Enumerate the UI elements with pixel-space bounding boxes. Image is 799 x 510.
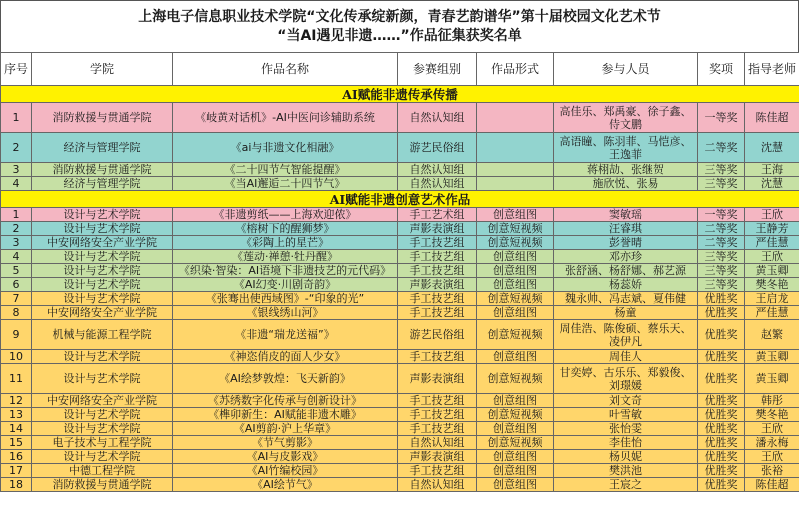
cell-form: 创意组图 — [477, 450, 554, 464]
table-row — [1, 177, 799, 191]
cell-work: 《苏绣数字化传承与创新设计》 — [173, 394, 398, 408]
table-row — [1, 464, 799, 478]
cell-college: 设计与艺术学院 — [32, 408, 173, 422]
cell-form: 创意短视频 — [477, 364, 554, 394]
cell-group: 自然认知组 — [398, 436, 477, 450]
cell-award: 二等奖 — [698, 236, 745, 250]
cell-college: 中安网络安全产业学院 — [32, 394, 173, 408]
cell-no: 3 — [1, 163, 32, 177]
cell-no: 15 — [1, 436, 32, 450]
cell-members: 蒋栩劼、张继贺 — [554, 163, 698, 177]
cell-teacher: 黄玉卿 — [745, 350, 799, 364]
cell-college: 设计与艺术学院 — [32, 250, 173, 264]
cell-teacher: 严佳慧 — [745, 236, 799, 250]
cell-work: 《AI剪韵·沪上华章》 — [173, 422, 398, 436]
cell-no: 6 — [1, 278, 32, 292]
cell-no: 14 — [1, 422, 32, 436]
table-row — [1, 278, 799, 292]
table-row — [1, 222, 799, 236]
cell-teacher: 黄玉卿 — [745, 364, 799, 394]
cell-group: 手工技艺组 — [398, 350, 477, 364]
cell-award: 二等奖 — [698, 222, 745, 236]
cell-college: 设计与艺术学院 — [32, 278, 173, 292]
cell-group: 手工技艺组 — [398, 264, 477, 278]
cell-group: 游艺民俗组 — [398, 133, 477, 163]
table-row — [1, 306, 799, 320]
cell-group: 手工技艺组 — [398, 306, 477, 320]
header-group: 参赛组别 — [398, 53, 477, 86]
table-row — [1, 320, 799, 350]
cell-members: 邓亦珍 — [554, 250, 698, 264]
cell-form: 创意短视频 — [477, 408, 554, 422]
cell-college: 设计与艺术学院 — [32, 450, 173, 464]
cell-work: 《节气剪影》 — [173, 436, 398, 450]
header-members: 参与人员 — [554, 53, 698, 86]
cell-members: 叶雪敏 — [554, 408, 698, 422]
cell-teacher: 王欣 — [745, 208, 799, 222]
header-no: 序号 — [1, 53, 32, 86]
cell-college: 设计与艺术学院 — [32, 364, 173, 394]
cell-no: 4 — [1, 177, 32, 191]
cell-teacher: 王欣 — [745, 250, 799, 264]
header-teacher: 指导老师 — [745, 53, 799, 86]
cell-college: 消防救援与贯通学院 — [32, 163, 173, 177]
cell-college: 机械与能源工程学院 — [32, 320, 173, 350]
cell-teacher: 赵繁 — [745, 320, 799, 350]
cell-award: 优胜奖 — [698, 408, 745, 422]
table-row — [1, 408, 799, 422]
cell-members: 杨贝妮 — [554, 450, 698, 464]
cell-award: 三等奖 — [698, 163, 745, 177]
cell-form: 创意短视频 — [477, 292, 554, 306]
cell-group: 手工艺术组 — [398, 208, 477, 222]
cell-members: 高语瞳、陈羽菲、马恺彦、王逸菲 — [554, 133, 698, 163]
cell-award: 一等奖 — [698, 103, 745, 133]
cell-members: 张怡雯 — [554, 422, 698, 436]
header-award: 奖项 — [698, 53, 745, 86]
cell-members: 施欣悦、张易 — [554, 177, 698, 191]
table-row — [1, 436, 799, 450]
cell-form: 创意短视频 — [477, 222, 554, 236]
cell-form — [477, 103, 554, 133]
table-row — [1, 422, 799, 436]
cell-college: 设计与艺术学院 — [32, 422, 173, 436]
cell-form: 创意组图 — [477, 350, 554, 364]
table-row — [1, 236, 799, 250]
cell-teacher: 樊冬艳 — [745, 408, 799, 422]
cell-no: 10 — [1, 350, 32, 364]
cell-award: 优胜奖 — [698, 306, 745, 320]
cell-teacher: 严佳慧 — [745, 306, 799, 320]
cell-college: 设计与艺术学院 — [32, 264, 173, 278]
cell-members: 魏永帅、冯志斌、夏伟健 — [554, 292, 698, 306]
cell-group: 声影表演组 — [398, 278, 477, 292]
cell-award: 三等奖 — [698, 264, 745, 278]
cell-college: 中德工程学院 — [32, 464, 173, 478]
cell-work: 《彩陶上的星芒》 — [173, 236, 398, 250]
cell-group: 游艺民俗组 — [398, 320, 477, 350]
cell-members: 彭誉晴 — [554, 236, 698, 250]
cell-work: 《当AI邂逅二十四节气》 — [173, 177, 398, 191]
cell-work: 《张骞出使西域图》-“印象的光” — [173, 292, 398, 306]
page-title: 上海电子信息职业技术学院“文化传承绽新颜，青春艺韵谱华”第十届校园文化艺术节 — [138, 9, 661, 25]
cell-members: 甘奕婷、古乐乐、郑毅俊、刘璟媛 — [554, 364, 698, 394]
cell-no: 17 — [1, 464, 32, 478]
cell-no: 5 — [1, 264, 32, 278]
header-college: 学院 — [32, 53, 173, 86]
cell-form: 创意组图 — [477, 250, 554, 264]
cell-work: 《ai与非遗文化相融》 — [173, 133, 398, 163]
cell-form: 创意短视频 — [477, 236, 554, 250]
table-row — [1, 350, 799, 364]
cell-award: 三等奖 — [698, 250, 745, 264]
cell-form: 创意短视频 — [477, 436, 554, 450]
cell-award: 三等奖 — [698, 177, 745, 191]
cell-award: 优胜奖 — [698, 422, 745, 436]
table-row — [1, 364, 799, 394]
cell-work: 《非遗“瑞龙送福”》 — [173, 320, 398, 350]
table-row — [1, 450, 799, 464]
cell-college: 消防救援与贯通学院 — [32, 103, 173, 133]
cell-form — [477, 177, 554, 191]
cell-teacher: 王欣 — [745, 450, 799, 464]
cell-group: 手工技艺组 — [398, 394, 477, 408]
cell-work: 《织染·智染：AI语境下非遗技艺的元代码》 — [173, 264, 398, 278]
cell-award: 优胜奖 — [698, 436, 745, 450]
cell-no: 4 — [1, 250, 32, 264]
cell-college: 设计与艺术学院 — [32, 350, 173, 364]
cell-members: 周佳浩、陈俊硕、蔡乐天、凌伊凡 — [554, 320, 698, 350]
cell-members: 杨蕊娇 — [554, 278, 698, 292]
cell-group: 手工技艺组 — [398, 236, 477, 250]
award-table — [0, 52, 799, 492]
cell-teacher: 沈慧 — [745, 133, 799, 163]
cell-teacher: 韩彤 — [745, 394, 799, 408]
cell-members: 杨童 — [554, 306, 698, 320]
cell-award: 优胜奖 — [698, 350, 745, 364]
cell-group: 自然认知组 — [398, 478, 477, 492]
cell-members: 樊洪池 — [554, 464, 698, 478]
cell-members: 周佳人 — [554, 350, 698, 364]
cell-teacher: 王欣 — [745, 422, 799, 436]
cell-form: 创意组图 — [477, 208, 554, 222]
cell-teacher: 王启龙 — [745, 292, 799, 306]
cell-form: 创意组图 — [477, 394, 554, 408]
cell-work: 《AI竹编校园》 — [173, 464, 398, 478]
cell-members: 窦敏瑶 — [554, 208, 698, 222]
cell-work: 《银线绣山河》 — [173, 306, 398, 320]
cell-form: 创意组图 — [477, 464, 554, 478]
cell-form — [477, 133, 554, 163]
table-row — [1, 292, 799, 306]
cell-work: 《AI与皮影戏》 — [173, 450, 398, 464]
section-title: AI赋能非遗创意艺术作品 — [1, 191, 799, 208]
cell-members: 刘文奇 — [554, 394, 698, 408]
table-row — [1, 133, 799, 163]
cell-group: 声影表演组 — [398, 364, 477, 394]
cell-work: 《榕树下的醒狮梦》 — [173, 222, 398, 236]
cell-no: 8 — [1, 306, 32, 320]
cell-award: 优胜奖 — [698, 292, 745, 306]
cell-award: 优胜奖 — [698, 320, 745, 350]
cell-group: 声影表演组 — [398, 222, 477, 236]
cell-teacher: 沈慧 — [745, 177, 799, 191]
cell-group: 手工技艺组 — [398, 408, 477, 422]
cell-award: 优胜奖 — [698, 478, 745, 492]
page-subtitle: “当AI遇见非遗……”作品征集获奖名单 — [277, 28, 522, 44]
cell-no: 2 — [1, 133, 32, 163]
header-form: 作品形式 — [477, 53, 554, 86]
cell-college: 消防救援与贯通学院 — [32, 478, 173, 492]
cell-award: 优胜奖 — [698, 364, 745, 394]
cell-work: 《AI幻变·川剧奇韵》 — [173, 278, 398, 292]
cell-teacher: 王海 — [745, 163, 799, 177]
cell-award: 优胜奖 — [698, 450, 745, 464]
cell-form: 创意组图 — [477, 478, 554, 492]
cell-group: 手工技艺组 — [398, 292, 477, 306]
cell-work: 《莲动·禅憩·牡丹醒》 — [173, 250, 398, 264]
table-row — [1, 264, 799, 278]
cell-work: 《AI绘节气》 — [173, 478, 398, 492]
cell-group: 自然认知组 — [398, 177, 477, 191]
cell-work: 《榫卯新生：AI赋能非遗木雕》 — [173, 408, 398, 422]
cell-group: 手工技艺组 — [398, 250, 477, 264]
table-row — [1, 208, 799, 222]
table-row — [1, 394, 799, 408]
table-row — [1, 478, 799, 492]
cell-college: 设计与艺术学院 — [32, 292, 173, 306]
cell-teacher: 陈佳超 — [745, 103, 799, 133]
cell-teacher: 潘永梅 — [745, 436, 799, 450]
cell-group: 手工技艺组 — [398, 464, 477, 478]
cell-form: 创意短视频 — [477, 320, 554, 350]
cell-work: 《AI绘梦敦煌：飞天新韵》 — [173, 364, 398, 394]
cell-members: 王宸之 — [554, 478, 698, 492]
cell-no: 18 — [1, 478, 32, 492]
cell-no: 1 — [1, 208, 32, 222]
table-row — [1, 103, 799, 133]
cell-work: 《岐黄对话机》-AI中医问诊辅助系统 — [173, 103, 398, 133]
cell-no: 9 — [1, 320, 32, 350]
cell-members: 张舒涵、杨舒娜、郝艺源 — [554, 264, 698, 278]
cell-teacher: 张裕 — [745, 464, 799, 478]
cell-college: 中安网络安全产业学院 — [32, 306, 173, 320]
cell-group: 自然认知组 — [398, 163, 477, 177]
cell-form: 创意组图 — [477, 422, 554, 436]
title-box — [0, 0, 799, 53]
cell-no: 1 — [1, 103, 32, 133]
cell-members: 汪睿琪 — [554, 222, 698, 236]
cell-form — [477, 163, 554, 177]
cell-college: 设计与艺术学院 — [32, 222, 173, 236]
section-title: AI赋能非遗传承传播 — [1, 86, 799, 103]
cell-no: 12 — [1, 394, 32, 408]
cell-teacher: 黄玉卿 — [745, 264, 799, 278]
cell-group: 自然认知组 — [398, 103, 477, 133]
cell-form: 创意组图 — [477, 306, 554, 320]
cell-college: 设计与艺术学院 — [32, 208, 173, 222]
cell-teacher: 陈佳超 — [745, 478, 799, 492]
cell-award: 优胜奖 — [698, 394, 745, 408]
cell-form: 创意组图 — [477, 278, 554, 292]
header-row — [1, 53, 799, 86]
cell-no: 13 — [1, 408, 32, 422]
table-body — [1, 86, 799, 492]
cell-no: 11 — [1, 364, 32, 394]
cell-award: 二等奖 — [698, 133, 745, 163]
cell-no: 2 — [1, 222, 32, 236]
cell-no: 7 — [1, 292, 32, 306]
cell-award: 一等奖 — [698, 208, 745, 222]
cell-no: 16 — [1, 450, 32, 464]
cell-college: 电子技术与工程学院 — [32, 436, 173, 450]
cell-work: 《二十四节气智能提醒》 — [173, 163, 398, 177]
section-header-1 — [1, 86, 799, 103]
cell-group: 手工技艺组 — [398, 422, 477, 436]
cell-group: 声影表演组 — [398, 450, 477, 464]
cell-work: 《非遗剪纸——上海欢迎侬》 — [173, 208, 398, 222]
table-row — [1, 163, 799, 177]
cell-members: 李佳怡 — [554, 436, 698, 450]
table-row — [1, 250, 799, 264]
cell-college: 中安网络安全产业学院 — [32, 236, 173, 250]
cell-college: 经济与管理学院 — [32, 133, 173, 163]
cell-work: 《神恣俏皮的面人少女》 — [173, 350, 398, 364]
cell-teacher: 樊冬艳 — [745, 278, 799, 292]
cell-teacher: 王静芳 — [745, 222, 799, 236]
cell-members: 高佳乐、郑禹豪、徐子鑫、侍文鹏 — [554, 103, 698, 133]
header-work: 作品名称 — [173, 53, 398, 86]
cell-award: 三等奖 — [698, 278, 745, 292]
cell-award: 优胜奖 — [698, 464, 745, 478]
cell-no: 3 — [1, 236, 32, 250]
cell-form: 创意组图 — [477, 264, 554, 278]
section-header-2 — [1, 191, 799, 208]
cell-college: 经济与管理学院 — [32, 177, 173, 191]
